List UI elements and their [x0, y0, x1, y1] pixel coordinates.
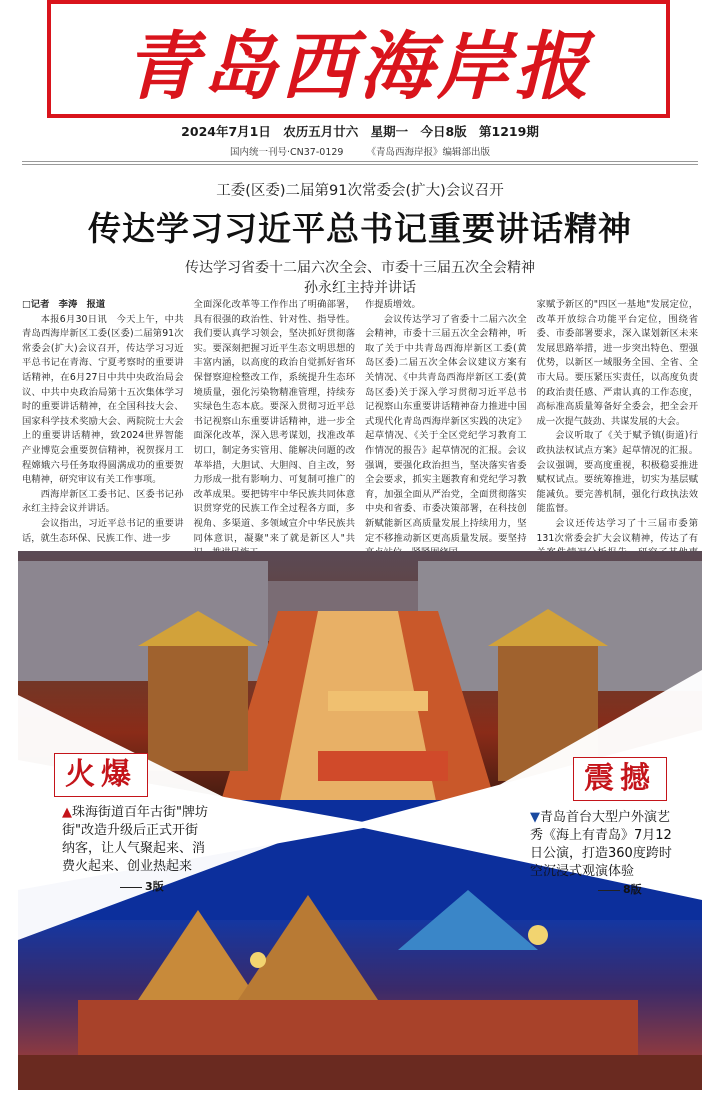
- article-paragraph: 会议听取了《关于赋予镇(街道)行政执法权试点方案》起草情况的汇报。会议强调，要高度重视，积极稳妥推进赋权试点。要统筹推进，切实为基层赋能减负。要完善机制，强化行政执法效能监督。: [536, 430, 698, 515]
- divider: [22, 161, 698, 162]
- lead-kicker: 工委(区委)二届第91次常委会(扩大)会议召开: [216, 183, 504, 199]
- article-column-1: [22, 298, 184, 550]
- article-paragraph: 会议还传达学习了十三届市委第131次常委会扩大会议精神，传达了有: [536, 517, 698, 544]
- article-paragraph: 西海岸新区工委书记、区委书记孙永红主持会议并讲话。: [22, 488, 184, 515]
- lunar-date: 农历五月廿六: [283, 124, 359, 139]
- article-column-4: [537, 298, 699, 550]
- page-ref-right[interactable]: 8版: [598, 881, 642, 897]
- triangle-up-icon: ▲: [62, 805, 72, 820]
- subhead-line-2: 孙永红主持并讲话: [304, 280, 416, 296]
- triangle-down-icon: ▼: [530, 810, 540, 825]
- arrow-right-icon: [598, 890, 620, 891]
- tag-hot: 火爆: [54, 753, 148, 797]
- divider: [22, 164, 698, 165]
- weekday: 星期一: [370, 124, 409, 139]
- byline: □记者 李涛 报道: [22, 299, 106, 310]
- issn-line: [0, 144, 720, 158]
- tag-shock: 震撼: [573, 757, 667, 801]
- issn-code: 国内统一刊号·CN37-0129: [230, 147, 344, 158]
- article-paragraph: 会议传达学习了省委十二届六次全会精神，市委十三届五次全会精神，听取了关于中共青岛西海岸新区工委(黄岛区委)二届五次全体会议建议方案有关情况、《中共青岛西海岸新区工委(黄岛区委)关于深入学习贯彻习近平总书记视察山东重要讲话精神奋力推进中国式现代化青岛西海岸新区实践的决定》起草情况、《关于全区党纪学习教育工作情况的报告》起草情况的汇报。会议强调，要强化政治担当，坚决落实省委全会要求，抓实主题教育和党纪学习教育，加强全面从严治党，全面贯彻落实中央和省委、市委决策部署，在科技创新赋能新区高质量发展上持续用力，坚定不移推动新区更高质量发展。要坚持: [365, 313, 527, 544]
- article-body: [22, 298, 698, 550]
- teaser-right-text: 青岛首台大型户外演艺秀《海上有青岛》7月12日公演，打造360度跨时空沉浸式观演体验: [530, 810, 672, 879]
- page-ref-left[interactable]: 3版: [120, 878, 164, 894]
- issue-number: 第1219期: [479, 124, 539, 139]
- article-column-3: [365, 298, 527, 550]
- issue-date: 2024年7月1日: [181, 124, 271, 139]
- teaser-right: [530, 809, 682, 881]
- publisher: 《青岛西海岸报》编辑部出版: [366, 147, 490, 158]
- article-paragraph: 本报6月30日讯 今天上午，中共青岛西海岸新区工委(区委)二届第91次常委会(扩大)会议召开，传达学习习近平总书记在青海、宁夏考察时的重要讲话精神，在6月27日中共中央政治局会议、中共中央政治局第十五次集体学习时的重要讲话精神，在全国科技大会、国家科学技术奖励大会、两院院士大会上的重要讲话精神，致2024世界智能产业博览会重要贺信精神，祝贺探月工程嫦娥六号任务取得圆满成功的重要贺电精神，研究审议有关工作事项。: [22, 313, 184, 486]
- page-count: 今日8版: [420, 124, 467, 139]
- subhead-line-1: 传达学习省委十二届六次全会、市委十三届五次全会精神: [185, 260, 535, 276]
- masthead: [47, 0, 670, 118]
- teaser-left-text: 珠海街道百年古街"牌坊街"改造升级后正式开街纳客，让人气聚起来、消费火起来、创业热起来: [62, 805, 208, 874]
- article-paragraph: 家赋予新区的"四区一基地"发展定位，改革开放综合功能平台定位，围绕省委、市委部署要求，深入谋划新区未来发展思路举措，进一步突出特色、塑强优势，以新区一域服务全国、全省、全市大局。要压紧压实责任，以高度负责的政治责任感、严肃认真的工作态度，高标准高质量筹备好全委会，把全会开成一次提气鼓劲、共谋发展的大会。: [536, 299, 698, 427]
- teaser-left: [62, 804, 210, 876]
- article-paragraph: 作提质增效。: [365, 299, 421, 310]
- article-column-2: [194, 298, 356, 550]
- masthead-title: 青岛西海岸报: [124, 24, 593, 110]
- arrow-right-icon: [120, 887, 142, 888]
- article-paragraph: 全面深化改革等工作作出了明确部署，具有很强的政治性、针对性、指导性。我们要认真学习领会，坚决抓好贯彻落实。要深刻把握习近平生态文明思想的丰富内涵，以高度的政治自觉抓好省环保督察迎检整改工作，系统提升生态环境质量，强化污染物精准管理，持续夯实绿色生态本底。要深入贯彻习近平总书记视察山东重要讲话精神，进一步全面深化改革，深入思考谋划，找准改革切口，制定务实管用、能解决问题的改革举措，大胆试、大胆闯、自主改，努力形成一批有影响力、可复制可推广的改革成果。要把铸牢中华民族共同体意识贯穿党的民族工作全过程各方面，多视角、多渠道、多领域宣介中华民族共同体意识，凝聚"来了就是新区人"共: [193, 299, 355, 544]
- lead-subhead: [0, 258, 720, 298]
- dateline: [0, 122, 720, 140]
- lead-headline: 传达学习习近平总书记重要讲话精神: [88, 209, 632, 248]
- article-paragraph: 会议指出，习近平总书记的重要讲话，就生态环保、民族工作、进一步: [22, 517, 184, 544]
